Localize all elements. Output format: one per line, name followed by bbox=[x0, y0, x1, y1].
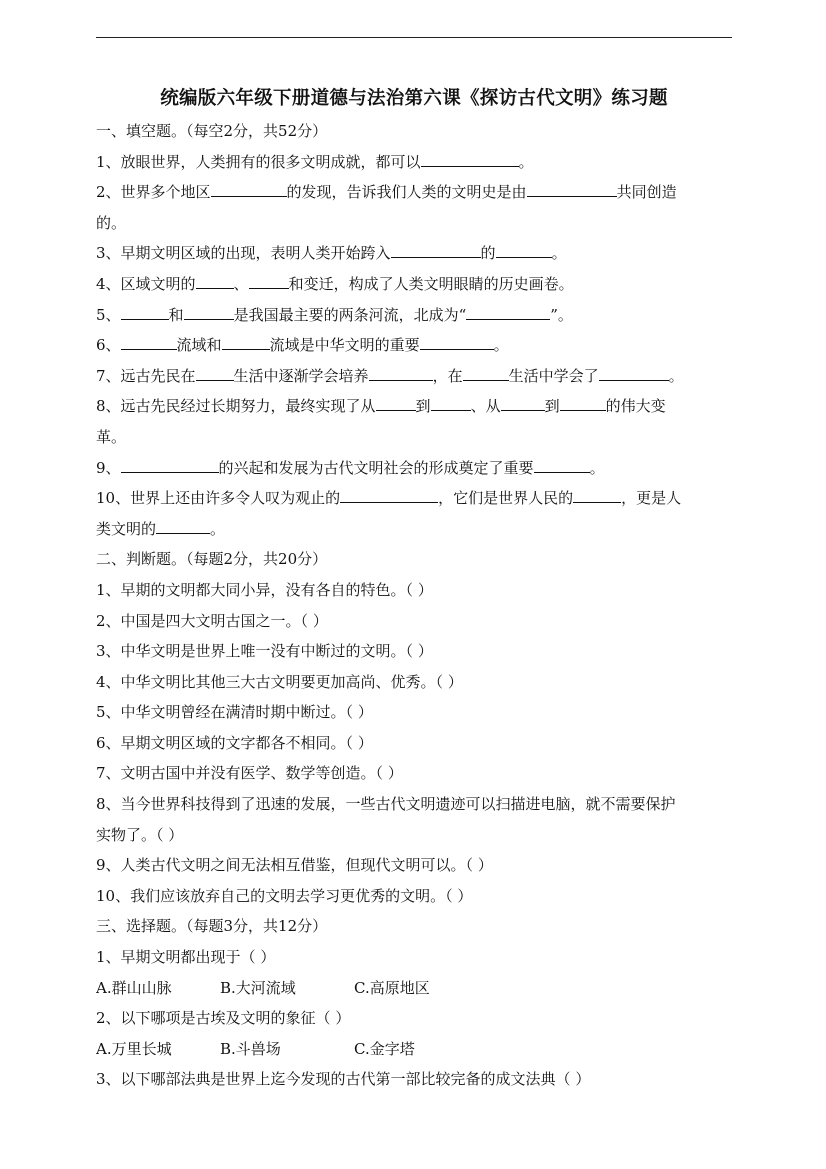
line-text: 的伟大变 bbox=[605, 397, 666, 416]
worksheet-line bbox=[96, 116, 732, 147]
worksheet-line bbox=[96, 422, 732, 453]
fill-in-blank[interactable] bbox=[369, 364, 433, 381]
worksheet-line bbox=[96, 514, 732, 545]
line-text: 、从 bbox=[470, 397, 501, 416]
line-text: 3、早期文明区域的出现，表明人类开始跨入 bbox=[96, 244, 391, 263]
choice-option[interactable]: B.斗兽场 bbox=[220, 1039, 281, 1058]
line-text: 到 bbox=[415, 397, 431, 416]
line-text: 10、我们应该放弃自己的文明去学习更优秀的文明。（ ） bbox=[96, 886, 473, 905]
fill-in-blank[interactable] bbox=[121, 456, 219, 473]
line-text: 5、中华文明曾经在满清时期中断过。（ ） bbox=[96, 703, 373, 722]
worksheet-line bbox=[96, 330, 732, 361]
line-text: ，它们是世界人民的 bbox=[438, 489, 574, 508]
line-text: 3、中华文明是世界上唯一没有中断过的文明。（ ） bbox=[96, 642, 433, 661]
fill-in-blank[interactable] bbox=[196, 272, 234, 289]
line-text: 三、选择题。（每题3分，共12分） bbox=[96, 917, 328, 936]
line-text: ，在 bbox=[432, 366, 463, 385]
line-text: ，更是人 bbox=[621, 489, 682, 508]
choice-option[interactable]: C.金字塔 bbox=[354, 1039, 415, 1058]
fill-in-blank[interactable] bbox=[211, 180, 287, 197]
line-text: 流域是中华文明的重要 bbox=[269, 336, 420, 355]
fill-in-blank[interactable] bbox=[376, 395, 416, 412]
worksheet-line bbox=[96, 147, 732, 178]
worksheet-line bbox=[96, 942, 732, 973]
line-text: ”。 bbox=[550, 305, 573, 324]
line-text: 和 bbox=[168, 305, 184, 324]
fill-in-blank[interactable] bbox=[496, 242, 552, 259]
worksheet-line bbox=[96, 697, 732, 728]
line-text: 是我国最主要的两条河流，北成为“ bbox=[233, 305, 467, 324]
line-text: 。 bbox=[589, 458, 605, 477]
fill-in-blank[interactable] bbox=[466, 303, 550, 320]
line-text: 的。 bbox=[96, 213, 127, 232]
worksheet-line bbox=[96, 911, 732, 942]
worksheet-line bbox=[96, 208, 732, 239]
fill-in-blank[interactable] bbox=[534, 456, 590, 473]
worksheet-line bbox=[96, 238, 732, 269]
choice-option[interactable]: B.大河流域 bbox=[220, 978, 296, 997]
line-text: 的 bbox=[480, 244, 496, 263]
line-text: 实物了。（ ） bbox=[96, 825, 184, 844]
line-text: 、 bbox=[233, 274, 249, 293]
fill-in-blank[interactable] bbox=[527, 180, 617, 197]
worksheet-line bbox=[96, 177, 732, 208]
line-text: 6、早期文明区域的文字都各不相同。（ ） bbox=[96, 733, 373, 752]
line-text: 3、以下哪部法典是世界上迄今发现的古代第一部比较完备的成文法典（ ） bbox=[96, 1070, 591, 1089]
fill-in-blank[interactable] bbox=[501, 395, 545, 412]
worksheet-line bbox=[96, 973, 732, 1004]
header-rule bbox=[96, 37, 732, 38]
page-title: 统编版六年级下册道德与法治第六课《探访古代文明》练习题 bbox=[160, 88, 668, 109]
worksheet-line bbox=[96, 820, 732, 851]
fill-in-blank[interactable] bbox=[222, 333, 270, 350]
line-text: 生活中学会了 bbox=[508, 366, 599, 385]
worksheet-line bbox=[96, 300, 732, 331]
worksheet-line bbox=[96, 391, 732, 422]
fill-in-blank[interactable] bbox=[184, 303, 234, 320]
line-text: 。 bbox=[668, 366, 684, 385]
fill-in-blank[interactable] bbox=[196, 364, 234, 381]
line-text: 流域和 bbox=[176, 336, 222, 355]
fill-in-blank[interactable] bbox=[391, 242, 481, 259]
worksheet-line bbox=[96, 636, 732, 667]
fill-in-blank[interactable] bbox=[249, 272, 289, 289]
worksheet-line bbox=[96, 850, 732, 881]
line-text: 4、中华文明比其他三大古文明要更加高尚、优秀。（ ） bbox=[96, 672, 463, 691]
worksheet-line bbox=[96, 881, 732, 912]
fill-in-blank[interactable] bbox=[340, 486, 438, 503]
choice-option[interactable]: A.万里长城 bbox=[96, 1039, 172, 1058]
line-text: 。 bbox=[551, 244, 567, 263]
line-text: 2、世界多个地区 bbox=[96, 183, 211, 202]
fill-in-blank[interactable] bbox=[121, 333, 177, 350]
line-text: 一、填空题。（每空2分，共52分） bbox=[96, 122, 328, 140]
worksheet-line bbox=[96, 453, 732, 484]
line-text: 4、区域文明的 bbox=[96, 274, 196, 293]
line-text: 和变迁，构成了人类文明眼睛的历史画卷。 bbox=[288, 274, 574, 293]
line-text: 8、当今世界科技得到了迅速的发展，一些古代文明遗迹可以扫描进电脑，就不需要保护 bbox=[96, 795, 676, 814]
worksheet-line bbox=[96, 667, 732, 698]
worksheet-line bbox=[96, 758, 732, 789]
fill-in-blank[interactable] bbox=[420, 333, 494, 350]
line-text: 7、文明古国中并没有医学、数学等创造。（ ） bbox=[96, 764, 403, 783]
line-text: 类文明的 bbox=[96, 519, 157, 538]
line-text: 1、放眼世界，人类拥有的很多文明成就，都可以 bbox=[96, 152, 421, 171]
fill-in-blank[interactable] bbox=[560, 395, 606, 412]
line-text: 的发现，告诉我们人类的文明史是由 bbox=[286, 183, 527, 202]
line-text: 10、世界上还由许多令人叹为观止的 bbox=[96, 489, 341, 508]
line-text: 。 bbox=[210, 519, 226, 538]
worksheet-line bbox=[96, 1003, 732, 1034]
line-text: 的兴起和发展为古代文明社会的形成奠定了重要 bbox=[218, 458, 534, 477]
fill-in-blank[interactable] bbox=[431, 395, 471, 412]
worksheet-line bbox=[96, 361, 732, 392]
choice-option[interactable]: A.群山山脉 bbox=[96, 978, 172, 997]
line-text: 。 bbox=[518, 152, 534, 171]
line-text: 7、远古先民在 bbox=[96, 366, 196, 385]
line-text: 5、 bbox=[96, 305, 121, 324]
fill-in-blank[interactable] bbox=[573, 486, 621, 503]
worksheet-line bbox=[96, 789, 732, 820]
worksheet-line bbox=[96, 728, 732, 759]
line-text: 2、以下哪项是古埃及文明的象征（ ） bbox=[96, 1009, 351, 1028]
worksheet-line bbox=[96, 606, 732, 637]
fill-in-blank[interactable] bbox=[421, 150, 519, 167]
line-text: 共同创造 bbox=[616, 183, 677, 202]
line-text: 二、判断题。（每题2分，共20分） bbox=[96, 550, 328, 569]
line-text: 1、早期的文明都大同小异，没有各自的特色。（ ） bbox=[96, 580, 433, 599]
worksheet-line bbox=[96, 575, 732, 606]
worksheet-line bbox=[96, 1064, 732, 1095]
line-text: 9、人类古代文明之间无法相互借鉴，但现代文明可以。（ ） bbox=[96, 856, 493, 875]
worksheet-line bbox=[96, 483, 732, 514]
fill-in-blank[interactable] bbox=[156, 517, 210, 534]
worksheet-line bbox=[96, 544, 732, 575]
fill-in-blank[interactable] bbox=[599, 364, 669, 381]
worksheet-line bbox=[96, 269, 732, 300]
line-text: 6、 bbox=[96, 336, 121, 355]
fill-in-blank[interactable] bbox=[463, 364, 509, 381]
line-text: 。 bbox=[493, 336, 509, 355]
line-text: 9、 bbox=[96, 458, 121, 477]
line-text: 生活中逐渐学会培养 bbox=[233, 366, 369, 385]
worksheet-line bbox=[96, 1034, 732, 1065]
line-text: 1、早期文明都出现于（ ） bbox=[96, 948, 276, 967]
choice-option[interactable]: C.高原地区 bbox=[354, 978, 430, 997]
worksheet-body bbox=[96, 116, 732, 1095]
line-text: 2、中国是四大文明古国之一。（ ） bbox=[96, 611, 328, 630]
line-text: 8、远古先民经过长期努力，最终实现了从 bbox=[96, 397, 376, 416]
line-text: 革。 bbox=[96, 427, 127, 446]
line-text: 到 bbox=[544, 397, 560, 416]
fill-in-blank[interactable] bbox=[121, 303, 169, 320]
